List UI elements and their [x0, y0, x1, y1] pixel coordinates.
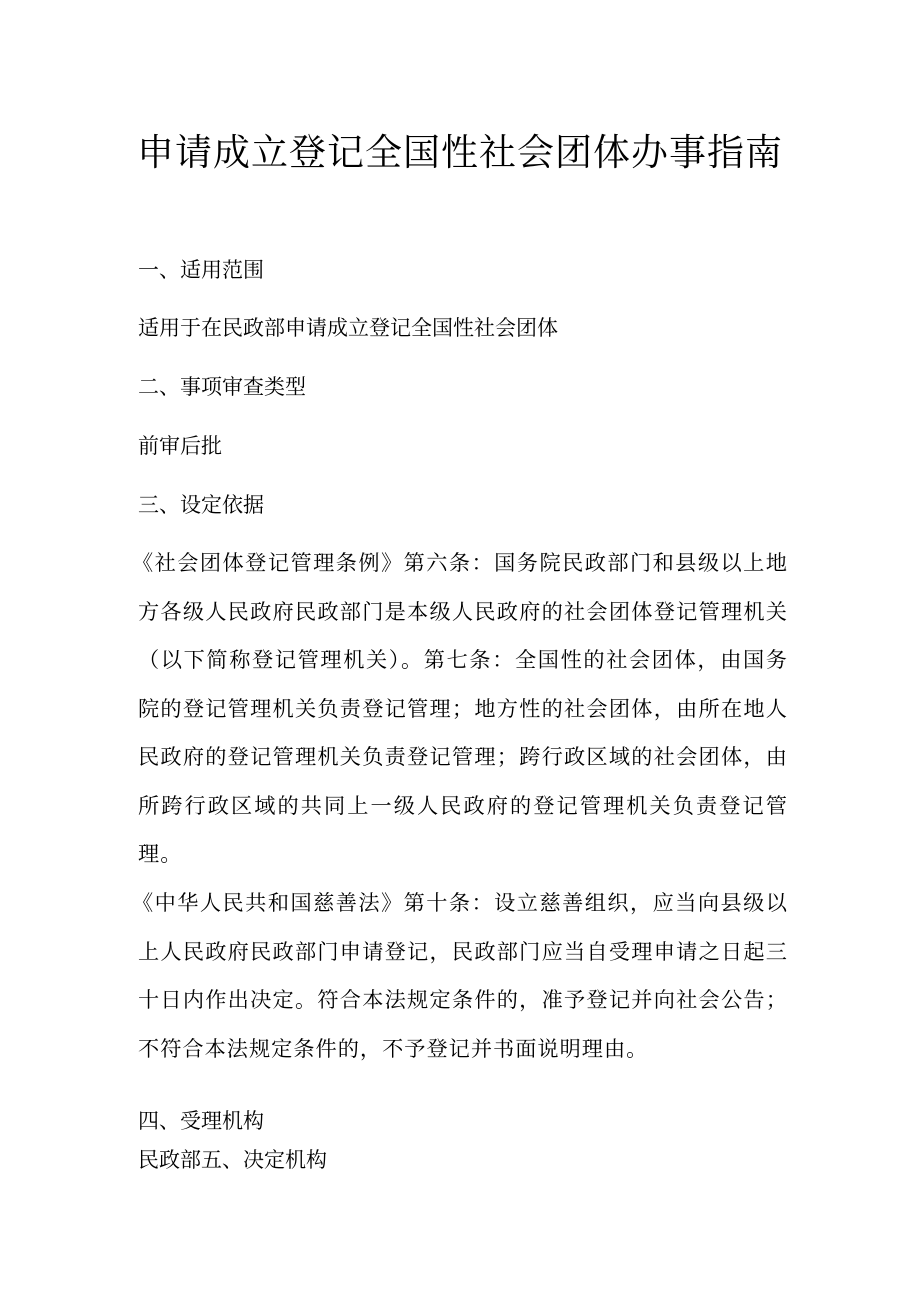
legal-basis-paragraph-regulation: 《社会团体登记管理条例》第六条：国务院民政部门和县级以上地方各级人民政府民政部门是本级人民政府的社会团体登记管理机关（以下简称登记管理机关）。第七条：全国性的社会团体，由国务院的登记管理机关负责登记管理；地方性的社会团体，由所在地人民政府的登记管理机关负责登记管理；跨行政区域的社会团体，由所跨行政区域的共同上一级人民政府的登记管理机关负责登记管理。	[132, 550, 788, 866]
section-heading-accepting-agency: 四、受理机构	[138, 1109, 264, 1133]
legal-basis-paragraph-charity-law: 《中华人民共和国慈善法》第十条：设立慈善组织，应当向县级以上人民政府民政部门申请登记，民政部门应当自受理申请之日起三十日内作出决定。符合本法规定条件的，准予登记并向社会公告；不符合本法规定条件的，不予登记并书面说明理由。	[132, 890, 788, 1061]
section-body-review-type: 前审后批	[138, 434, 222, 458]
section-heading-review-type: 二、事项审查类型	[138, 375, 306, 399]
section-body-accepting-agency: 民政部五、决定机构	[138, 1148, 327, 1172]
section-heading-legal-basis: 三、设定依据	[138, 493, 264, 517]
section-heading-scope: 一、适用范围	[138, 258, 264, 282]
section-body-scope: 适用于在民政部申请成立登记全国性社会团体	[138, 316, 558, 340]
document-title: 申请成立登记全国性社会团体办事指南	[137, 131, 783, 174]
